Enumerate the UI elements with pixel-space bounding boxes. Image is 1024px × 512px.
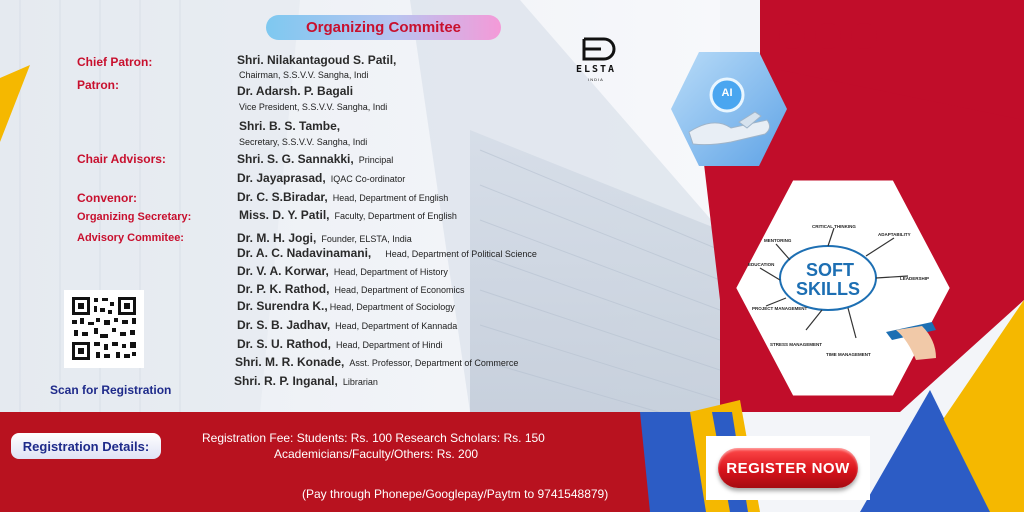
skill-label: TIME MANAGEMENT [826, 352, 871, 357]
member-entry [237, 190, 448, 204]
logo-subtext: INDIA [588, 77, 604, 82]
member-entry [235, 355, 518, 369]
member-entry [237, 246, 537, 260]
skill-label: ADAPTABILITY [878, 232, 911, 237]
member-name: Dr. M. H. Jogi, [237, 231, 317, 245]
role-convenor: Convenor: [77, 191, 137, 205]
member-name: Shri. Nilakantagoud S. Patil, [237, 53, 397, 67]
ai-hexagon-image [669, 50, 789, 168]
role-chief-patron: Chief Patron: [77, 55, 153, 69]
member-subtitle: Secretary, S.S.V.V. Sangha, Indi [239, 137, 368, 147]
qr-label: Scan for Registration [50, 383, 172, 397]
member-name: Dr. S. B. Jadhav, [237, 318, 331, 332]
member-name: Shri. R. P. Inganal, [234, 374, 338, 388]
member-desc: Faculty, Department of English [334, 211, 457, 221]
member-subtitle: Chairman, S.S.V.V. Sangha, Indi [239, 70, 369, 80]
member-desc: Founder, ELSTA, India [321, 234, 412, 244]
registration-qr-code[interactable] [64, 290, 144, 368]
ai-badge-text: AI [721, 87, 733, 99]
soft-skills-line1: SOFT [806, 260, 854, 280]
member-entry [237, 152, 393, 166]
member-desc: Principal [358, 155, 394, 165]
registration-fee-line2: Academicians/Faculty/Others: Rs. 200 [274, 447, 479, 461]
qr-code-icon [64, 290, 144, 368]
member-name: Dr. S. U. Rathod, [237, 337, 332, 351]
member-name: Shri. M. R. Konade, [235, 355, 345, 369]
logo-text: ELSTA [575, 64, 617, 75]
member-desc: Head, Department of Political Science [385, 249, 537, 259]
skill-label: EDUCATION [748, 262, 775, 267]
member-entry [237, 231, 412, 245]
member-desc: Head, Department of Sociology [329, 302, 455, 312]
member-desc: Head, Department of Hindi [336, 340, 443, 350]
member-name: Shri. S. G. Sannakki, [237, 152, 354, 166]
skill-label: STRESS MANAGEMENT [770, 342, 823, 347]
member-name: Dr. Adarsh. P. Bagali [237, 84, 354, 98]
registration-details-label: Registration Details: [11, 433, 161, 459]
member-subtitle: Vice President, S.S.V.V. Sangha, Indi [239, 102, 388, 112]
decor-dot [779, 23, 805, 49]
member-name: Dr. P. K. Rathod, [237, 282, 330, 296]
member-entry [237, 318, 457, 332]
member-desc: Head, Department of Economics [334, 285, 465, 295]
role-advisory-committee: Advisory Commitee: [77, 232, 184, 244]
member-entry [237, 282, 465, 296]
role-patron: Patron: [77, 78, 119, 92]
member-name: Dr. C. S.Biradar, [237, 190, 328, 204]
member-entry [237, 171, 405, 185]
skill-label: PROJECT MANAGEMENT [752, 306, 808, 311]
member-desc: IQAC Co-ordinator [330, 174, 406, 184]
role-chair-advisors: Chair Advisors: [77, 152, 166, 166]
skill-label: MENTORING [764, 238, 792, 243]
member-name: Miss. D. Y. Patil, [239, 208, 330, 222]
member-name: Dr. Surendra K., [237, 299, 328, 313]
member-name: Dr. Jayaprasad, [237, 171, 326, 185]
member-entry [234, 374, 378, 388]
skill-label: CRITICAL THINKING [812, 224, 856, 229]
organizing-committee-title: Organizing Commitee [266, 15, 501, 40]
decor-dot [815, 23, 841, 49]
role-organizing-secretary: Organizing Secretary: [77, 211, 192, 223]
member-desc: Asst. Professor, Department of Commerce [349, 358, 519, 368]
skill-label: LEADERSHIP [900, 276, 930, 281]
member-name: Dr. A. C. Nadavinamani, [237, 246, 372, 260]
register-now-button[interactable]: REGISTER NOW [718, 448, 858, 488]
soft-skills-line2: SKILLS [796, 279, 861, 299]
member-name: Shri. B. S. Tambe, [239, 119, 341, 133]
member-entry [237, 264, 448, 278]
member-desc: Head, Department of Kannada [335, 321, 458, 331]
member-entry [239, 208, 457, 222]
member-desc: Librarian [342, 377, 378, 387]
member-entry [237, 299, 455, 313]
registration-fee-line1: Registration Fee: Students: Rs. 100 Research Scholars: Rs. 150 [202, 431, 545, 445]
member-desc: Head, Department of History [333, 267, 448, 277]
decor-dot [851, 23, 877, 49]
payment-info: (Pay through Phonepe/Googlepay/Paytm to 9741548879) [302, 487, 609, 501]
member-desc: Head, Department of English [332, 193, 449, 203]
member-name: Dr. V. A. Korwar, [237, 264, 329, 278]
member-entry [237, 337, 443, 351]
